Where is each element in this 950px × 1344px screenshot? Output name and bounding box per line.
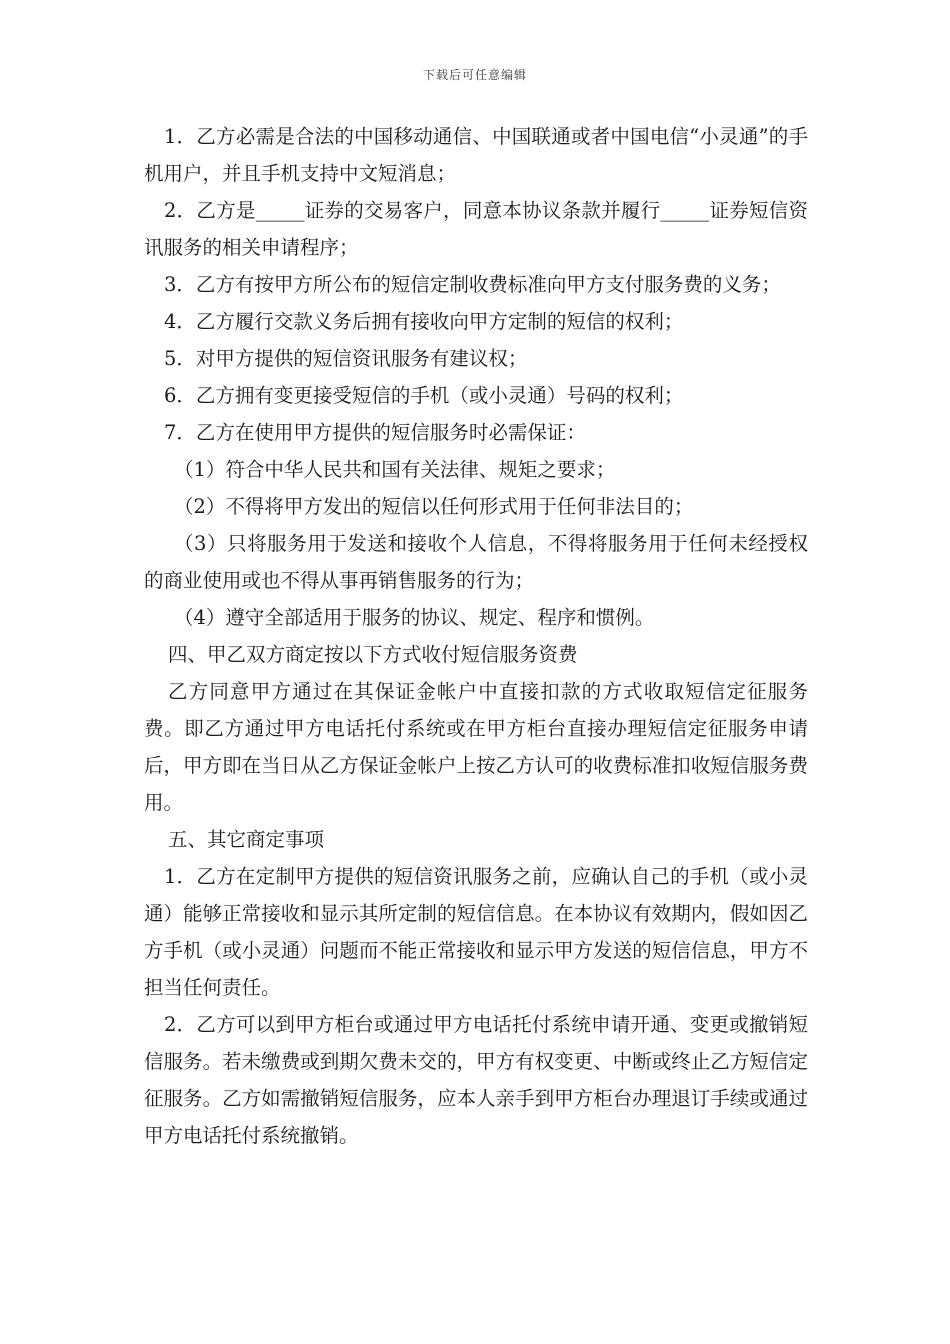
sub-clause-1: （1）符合中华人民共和国有关法律、规矩之要求； [174, 458, 616, 481]
section-5-clause-1: 1．乙方在定制甲方提供的短信资讯服务之前，应确认自己的手机（或小灵通）能够正常接收和显示其所定制的短信信息。在本协议有效期内，假如因乙方手机（或小灵通）问题而不能正常接收和显示甲方发送的短信信息，甲方不担当任何责任。 [144, 865, 808, 999]
sub-clause-2: （2）不得将甲方发出的短信以任何形式用于任何非法目的； [174, 495, 694, 518]
clause-1: 1．乙方必需是合法的中国移动通信、中国联通或者中国电信“小灵通”的手机用户，并且手机支持中文短消息； [144, 125, 808, 185]
sub-clause-3: （3）只将服务用于发送和接收个人信息，不得将服务用于任何未经授权的商业使用或也不得从事再销售服务的行为； [144, 532, 808, 592]
document-body [144, 118, 808, 1154]
clause-6: 6．乙方拥有变更接受短信的手机（或小灵通）号码的权利； [164, 384, 684, 407]
sub-clause-4: （4）遵守全部适用于服务的协议、规定、程序和惯例。 [174, 606, 655, 629]
section-4-body: 乙方同意甲方通过在其保证金帐户中直接扣款的方式收取短信定征服务费。即乙方通过甲方电话托付系统或在甲方柜台直接办理短信定征服务申请后，甲方即在当日从乙方保证金帐户上按乙方认可的收费标准扣收短信服务费用。 [144, 680, 808, 814]
clause-5: 5．对甲方提供的短信资讯服务有建议权； [164, 347, 528, 370]
clause-3: 3．乙方有按甲方所公布的短信定制收费标准向甲方支付服务费的义务； [164, 273, 781, 296]
clause-4: 4．乙方履行交款义务后拥有接收向甲方定制的短信的权利； [164, 310, 684, 333]
clause-2: 2．乙方是_____证券的交易客户，同意本协议条款并履行_____证券短信资讯服务的相关申请程序； [144, 199, 808, 259]
page-header-note: 下载后可任意编辑 [422, 68, 527, 82]
section-heading-4: 四、甲乙双方商定按以下方式收付短信服务资费 [168, 643, 578, 666]
section-heading-5: 五、其它商定事项 [168, 828, 325, 851]
clause-7: 7．乙方在使用甲方提供的短信服务时必需保证： [164, 421, 586, 444]
section-5-clause-2: 2．乙方可以到甲方柜台或通过甲方电话托付系统申请开通、变更或撤销短信服务。若未缴费或到期欠费未交的，甲方有权变更、中断或终止乙方短信定征服务。乙方如需撤销短信服务，应本人亲手到甲方柜台办理退订手续或通过甲方电话托付系统撤销。 [144, 1013, 808, 1147]
